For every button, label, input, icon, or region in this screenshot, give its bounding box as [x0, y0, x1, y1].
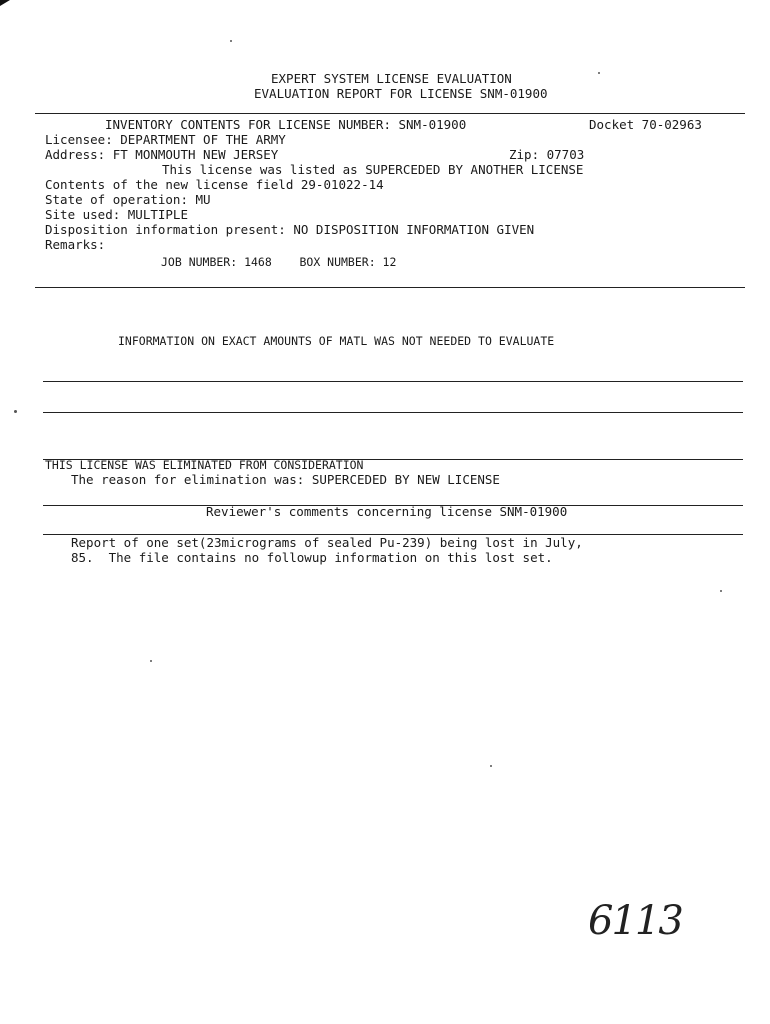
elimination-reason: The reason for elimination was: SUPERCEDED BY NEW LICENSE: [71, 472, 500, 487]
zip-field: Zip: 07703: [509, 147, 585, 162]
elimination-title: THIS LICENSE WAS ELIMINATED FROM CONSIDERATION: [45, 458, 364, 472]
handwritten-page-note: 6113: [588, 898, 682, 944]
disposition-field: Disposition information present: NO DISPOSITION INFORMATION GIVEN: [45, 222, 535, 237]
report-title-line1: EXPERT SYSTEM LICENSE EVALUATION: [271, 71, 512, 86]
divider: [43, 412, 743, 413]
divider: [43, 459, 743, 460]
divider: [35, 287, 745, 288]
superceded-note: This license was listed as SUPERCEDED BY ANOTHER LICENSE: [162, 162, 584, 177]
scan-speck: [230, 40, 232, 42]
scan-speck: [720, 590, 722, 592]
divider: [35, 113, 745, 114]
report-title-line2: EVALUATION REPORT FOR LICENSE SNM-01900: [254, 86, 548, 101]
address-field: Address: FT MONMOUTH NEW JERSEY: [45, 147, 279, 162]
amounts-note: INFORMATION ON EXACT AMOUNTS OF MATL WAS NOT NEEDED TO EVALUATE: [118, 334, 555, 348]
scan-corner-mark: [0, 0, 10, 6]
licensee-field: Licensee: DEPARTMENT OF THE ARMY: [45, 132, 286, 147]
scan-speck: [14, 410, 17, 413]
inventory-title: INVENTORY CONTENTS FOR LICENSE NUMBER: SNM-01900: [105, 117, 467, 132]
remarks-value: JOB NUMBER: 1468 BOX NUMBER: 12: [161, 255, 397, 269]
reviewer-comments-title: Reviewer's comments concerning license SNM-01900: [206, 504, 568, 519]
scan-speck: [490, 765, 492, 767]
docket-number: Docket 70-02963: [589, 117, 702, 132]
new-license-field: Contents of the new license field 29-01022-14: [45, 177, 384, 192]
site-used-field: Site used: MULTIPLE: [45, 207, 188, 222]
reviewer-comment-line1: Report of one set(23micrograms of sealed Pu-239) being lost in July,: [71, 535, 583, 550]
remarks-label: Remarks:: [45, 237, 106, 252]
scan-speck: [598, 72, 600, 74]
scan-speck: [150, 660, 152, 662]
state-of-operation-field: State of operation: MU: [45, 192, 211, 207]
divider: [43, 381, 743, 382]
reviewer-comment-line2: 85. The file contains no followup information on this lost set.: [71, 550, 553, 565]
